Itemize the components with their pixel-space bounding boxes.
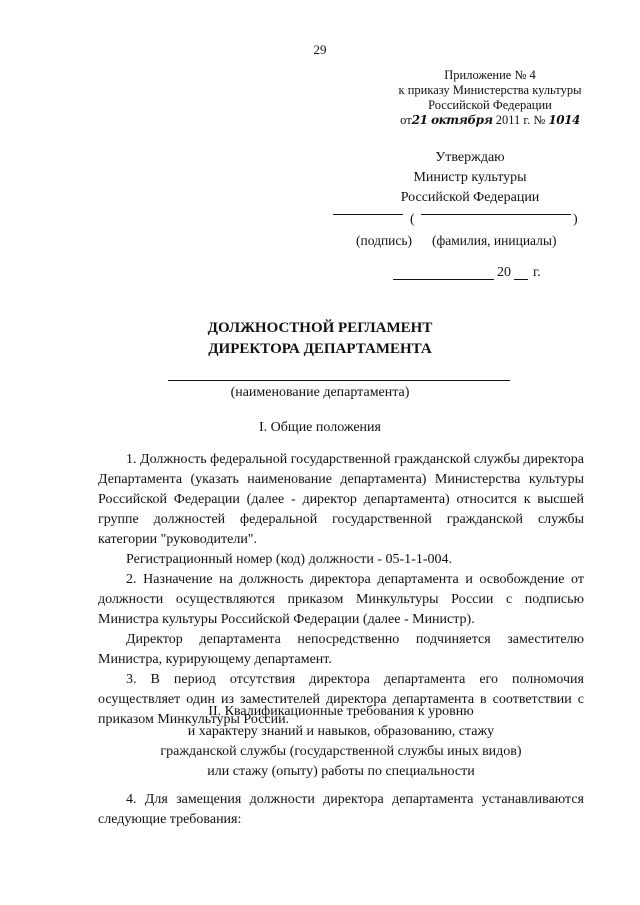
appendix-line-3: Российской Федерации [428, 98, 552, 112]
approval-line-2: Министр культуры [413, 170, 527, 185]
paragraph-2: 2. Назначение на должность директора департамента и освобождение от должности осуществляются приказом Минкультуры России с подписью Министра культуры Российской Федерации (далее - Министр). [98, 572, 584, 627]
appendix-date-line [380, 113, 600, 128]
year-blank-line [514, 279, 528, 280]
paragraph-registration: Регистрационный номер (код) должности - 05-1-1-004. [126, 552, 452, 567]
date-year: 20 [497, 265, 511, 280]
section-2-heading-line-2: и характеру знаний и навыков, образованию, стажу [187, 724, 495, 739]
year-text: 2011 г. № [495, 113, 546, 127]
paren-close: ) [573, 212, 578, 227]
paragraph-subordination: Директор департамента непосредственно подчиняется заместителю Министра, курирующему департамент. [98, 632, 584, 667]
date-suffix: г. [533, 265, 541, 280]
department-blank-line [168, 380, 510, 381]
handwritten-date: 21 октября [411, 113, 493, 127]
section-2-heading-line-3: гражданской службы (государственной службы иных видов) [160, 744, 522, 759]
appendix-line-2: к приказу Министерства культуры [398, 83, 582, 97]
page-number: 29 [313, 42, 327, 57]
name-caption: (фамилия, инициалы) [432, 233, 557, 248]
section-2-heading-line-4: или стажу (опыту) работы по специальности [207, 764, 475, 779]
title-line-2: ДИРЕКТОРА ДЕПАРТАМЕНТА [208, 341, 432, 357]
date-blank-line [393, 279, 494, 280]
paragraph-3: 3. В период отсутствия директора департамента его полномочия осуществляет один из заместителей директора департамента в соответствии с приказом Минкультуры России. [98, 672, 584, 727]
signature-blank-line [333, 214, 403, 215]
appendix-block [380, 68, 600, 128]
approval-block [370, 148, 570, 208]
section-2-heading-line-1: II. Квалификационные требования к уровню [208, 704, 474, 719]
signature-caption: (подпись) [356, 233, 413, 248]
handwritten-order-number: 1014 [548, 113, 580, 127]
section-2-heading [98, 702, 584, 782]
paragraph-4: 4. Для замещения должности директора департамента устанавливаются следующие требования: [98, 792, 584, 827]
section-2-body [98, 790, 584, 830]
document-title [0, 318, 640, 360]
department-caption: (наименование департамента) [230, 385, 410, 400]
paren-open: ( [410, 212, 415, 227]
name-blank-line [421, 214, 571, 215]
title-line-1: ДОЛЖНОСТНОЙ РЕГЛАМЕНТ [207, 320, 433, 336]
approval-line-3: Российской Федерации [400, 190, 540, 205]
date-prefix: от [400, 113, 412, 127]
section-1-body [98, 450, 584, 730]
approval-line-1: Утверждаю [435, 150, 505, 165]
section-1-heading: I. Общие положения [259, 420, 381, 435]
paragraph-1: 1. Должность федеральной государственной гражданской службы директора Департамента (указать наименование департамента) Министерства культуры Российской Федерации (далее - директор департамента) относится к высшей группе должностей федеральной государственной гражданской службы категории "руководители". [98, 452, 584, 547]
appendix-line-1: Приложение № 4 [444, 68, 536, 82]
